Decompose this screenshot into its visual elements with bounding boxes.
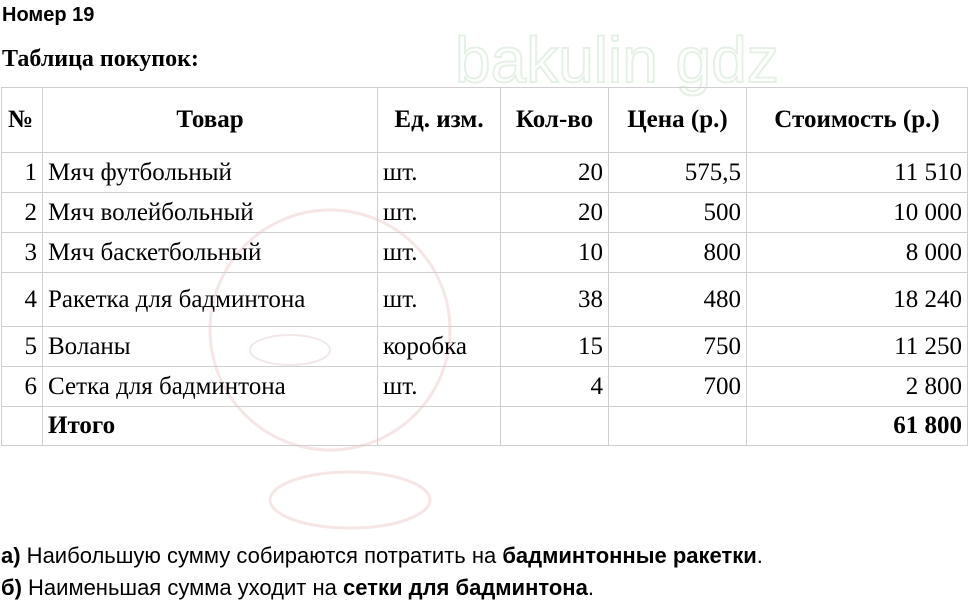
header-unit: Ед. изм. <box>378 88 501 153</box>
row-price: 800 <box>609 233 747 273</box>
row-item: Ракетка для бадминтона <box>43 273 378 327</box>
row-quantity: 4 <box>501 367 609 407</box>
header-item: Товар <box>43 88 378 153</box>
row-item: Мяч футбольный <box>43 153 378 193</box>
row-price: 500 <box>609 193 747 233</box>
row-number: 1 <box>2 153 43 193</box>
row-number: 4 <box>2 273 43 327</box>
problem-number: Номер 19 <box>2 4 95 26</box>
row-cost: 18 240 <box>747 273 968 327</box>
row-cost: 11 510 <box>747 153 968 193</box>
row-cost: 11 250 <box>747 327 968 367</box>
header-price: Цена (р.) <box>609 88 747 153</box>
row-price: 575,5 <box>609 153 747 193</box>
answer-a <box>1 540 763 572</box>
row-number: 3 <box>2 233 43 273</box>
answer-a-end: . <box>756 543 763 568</box>
answers <box>1 540 763 604</box>
row-unit: коробка <box>378 327 501 367</box>
row-price: 700 <box>609 367 747 407</box>
answer-a-label: а) <box>1 543 21 568</box>
row-quantity: 15 <box>501 327 609 367</box>
answer-b-end: . <box>587 575 594 600</box>
table-header-row <box>2 88 968 153</box>
row-item: Мяч волейбольный <box>43 193 378 233</box>
row-number: 6 <box>2 367 43 407</box>
total-price-cell <box>609 407 747 446</box>
row-price: 750 <box>609 327 747 367</box>
header-number: № <box>2 88 43 153</box>
answer-b <box>1 572 763 604</box>
total-unit-cell <box>378 407 501 446</box>
answer-b-label: б) <box>1 575 22 600</box>
row-price: 480 <box>609 273 747 327</box>
purchase-table <box>1 87 968 446</box>
table-total-row <box>2 407 968 446</box>
row-item: Сетка для бадминтона <box>43 367 378 407</box>
row-quantity: 38 <box>501 273 609 327</box>
table-caption: Таблица покупок: <box>2 46 199 72</box>
table-row <box>2 367 968 407</box>
row-unit: шт. <box>378 367 501 407</box>
row-unit: шт. <box>378 153 501 193</box>
total-label: Итого <box>43 407 378 446</box>
answer-a-highlight: бадминтонные ракетки <box>502 543 757 568</box>
header-cost: Стоимость (р.) <box>747 88 968 153</box>
row-cost: 2 800 <box>747 367 968 407</box>
header-quantity: Кол-во <box>501 88 609 153</box>
table-row <box>2 327 968 367</box>
answer-b-highlight: сетки для бадминтона <box>343 575 588 600</box>
row-number: 5 <box>2 327 43 367</box>
total-quantity-cell <box>501 407 609 446</box>
row-cost: 8 000 <box>747 233 968 273</box>
row-cost: 10 000 <box>747 193 968 233</box>
total-cost: 61 800 <box>747 407 968 446</box>
watermark-text: bakulin gdz <box>455 24 779 96</box>
table-row <box>2 273 968 327</box>
row-unit: шт. <box>378 193 501 233</box>
table-row <box>2 233 968 273</box>
row-number: 2 <box>2 193 43 233</box>
row-quantity: 20 <box>501 153 609 193</box>
row-unit: шт. <box>378 233 501 273</box>
row-item: Воланы <box>43 327 378 367</box>
row-item: Мяч баскетбольный <box>43 233 378 273</box>
answer-b-text: Наименьшая сумма уходит на <box>21 575 343 600</box>
row-quantity: 20 <box>501 193 609 233</box>
total-number-cell <box>2 407 43 446</box>
table-row <box>2 153 968 193</box>
row-unit: шт. <box>378 273 501 327</box>
answer-a-text: Наибольшую сумму собираются потратить на <box>20 543 503 568</box>
table-row <box>2 193 968 233</box>
row-quantity: 10 <box>501 233 609 273</box>
